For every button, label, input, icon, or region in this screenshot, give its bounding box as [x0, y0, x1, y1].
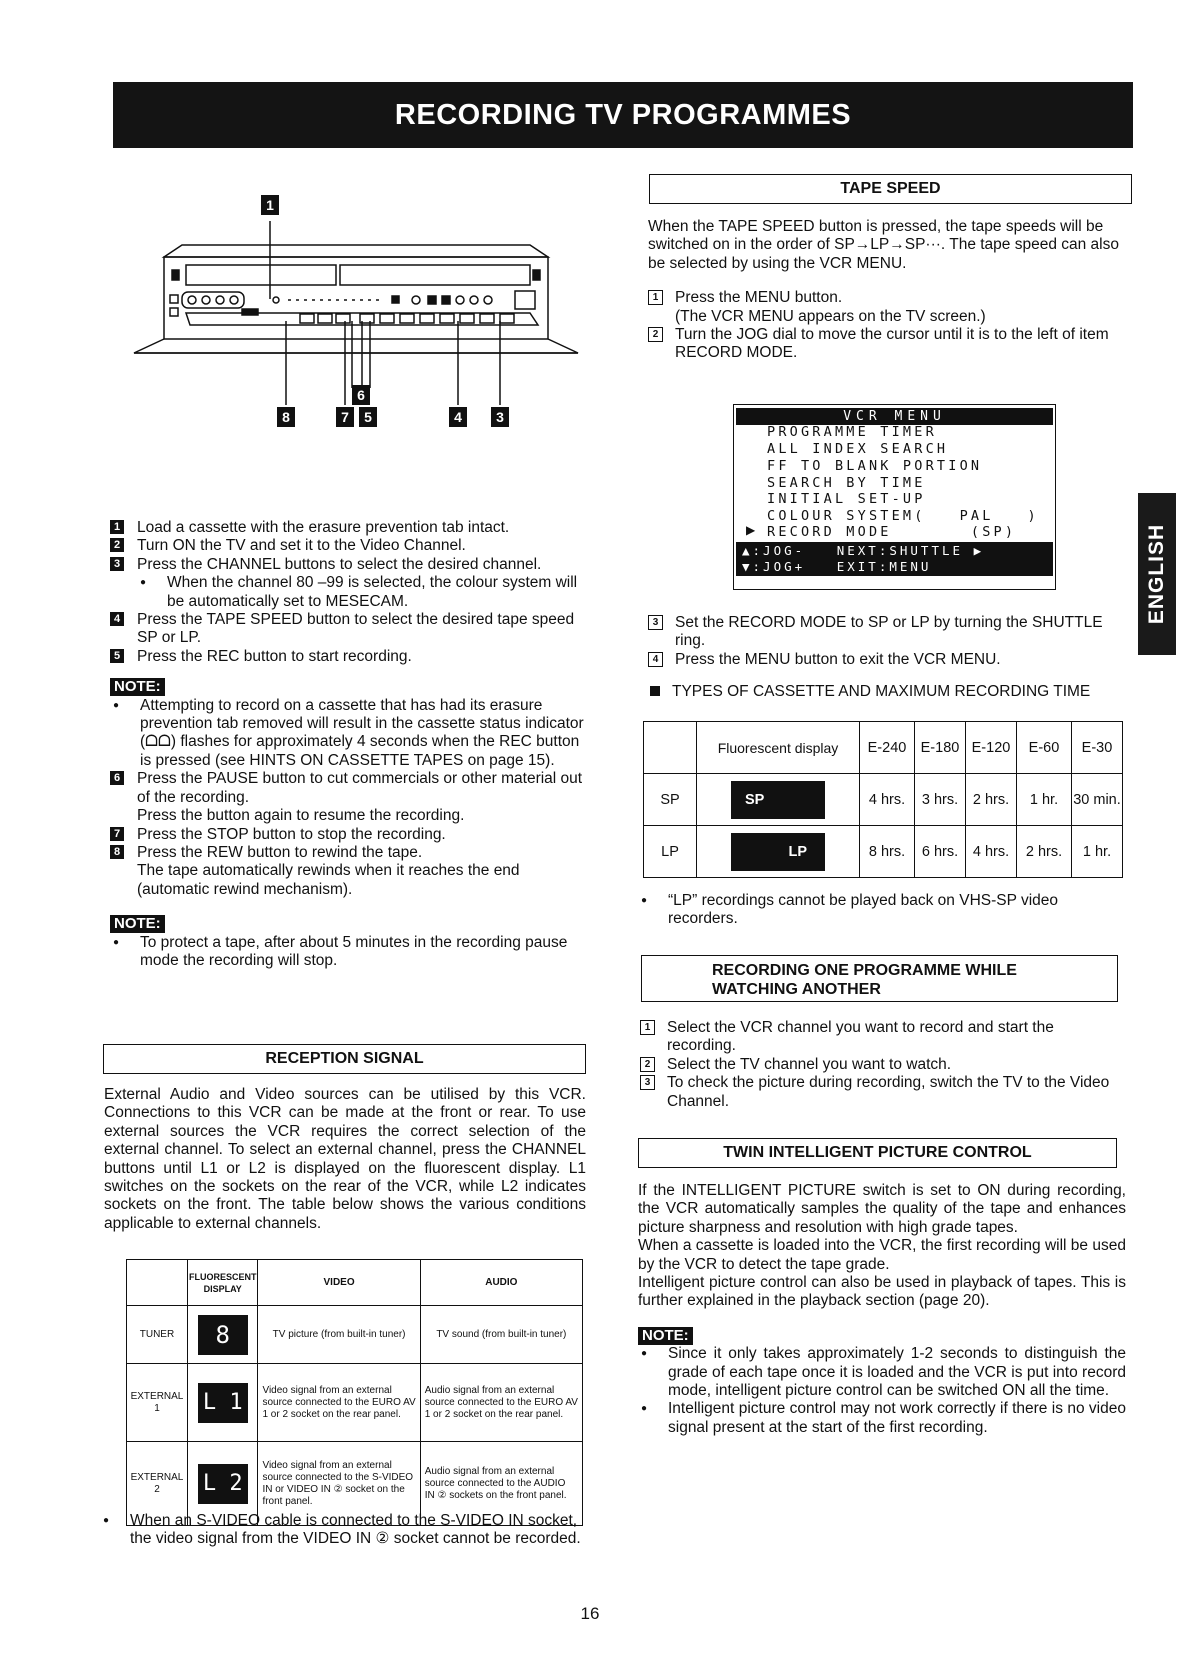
- owa-step-3: 3 To check the picture during recording, switch the TV to the Video Channel.: [640, 1074, 1126, 1111]
- note-label-3: NOTE:: [638, 1327, 693, 1345]
- owa-step-1: 1 Select the VCR channel you want to record and start the recording.: [640, 1019, 1126, 1056]
- header-e240: E-240: [860, 722, 915, 774]
- tape-speed-heading: TAPE SPEED: [649, 174, 1132, 204]
- step-7: 7 Press the STOP button to stop the recording.: [110, 826, 590, 844]
- vcr-menu-footer: ▲:JOG- NEXT:SHUTTLE ▶ ▼:JOG+ EXIT:MENU: [736, 542, 1053, 576]
- page-number: 16: [580, 1604, 600, 1623]
- menu-cursor-icon: ▶: [746, 523, 756, 537]
- callout-1: 1: [266, 197, 274, 213]
- language-tab-label: ENGLISH: [1145, 523, 1168, 625]
- reception-paragraph: External Audio and Video sources can be utilised by this VCR. Connections to this VCR can be made at the front or rear. To use external sources the VCR requires the correct selection of the external channel. To select an external channel, press the CHANNEL buttons until L1 or L2 is displayed on the fluorescent display. L1 switches on the sockets on the rear of the VCR, while L2 indicates sockets on the front. The table below shows the various conditions applicable to external channels.: [104, 1086, 586, 1232]
- header-video: VIDEO: [258, 1260, 420, 1306]
- display-sp: SP: [731, 781, 825, 819]
- note-label-2: NOTE:: [110, 915, 165, 933]
- table-row: LP LP 8 hrs. 6 hrs. 4 hrs. 2 hrs. 1 hr.: [644, 826, 1123, 878]
- row-label-external-1: EXTERNAL 1: [127, 1364, 188, 1442]
- menu-item-colour-system: COLOUR SYSTEM( PAL ): [767, 508, 1039, 524]
- step-6: 6 Press the PAUSE button to cut commercials or other material out of the recording. Press the button again to resume the recording.: [110, 770, 590, 825]
- left-column: [110, 519, 590, 970]
- reception-signal-heading: RECEPTION SIGNAL: [103, 1044, 586, 1074]
- menu-item-record-mode: RECORD MODE (SP): [767, 524, 1017, 540]
- mode-sp: SP: [644, 774, 697, 826]
- video-external-2: Video signal from an external source connected to the S-VIDEO IN or VIDEO IN ② socket on the front panel.: [258, 1442, 420, 1526]
- table-corner-cell: [644, 722, 697, 774]
- page-title: RECORDING TV PROGRAMMES: [394, 98, 852, 131]
- callout-6: 6: [357, 387, 365, 403]
- external-channels-table: [126, 1259, 583, 1526]
- step-1: 1 Load a cassette with the erasure prevention tab intact.: [110, 519, 590, 537]
- vcr-menu-screen: [733, 404, 1056, 590]
- twin-para-3: Intelligent picture control can also be used in playback of tapes. This is further explained in the playback section (page 20).: [638, 1274, 1126, 1310]
- cassette-types-heading: TYPES OF CASSETTE AND MAXIMUM RECORDING TIME: [648, 683, 1134, 701]
- note-1-bullet: ● Attempting to record on a cassette that has had its erasure prevention tab removed will result in the cassette status indicator (ᗝᗝ) flashes for approximately 4 seconds when the REC button is pressed (see HINTS ON CASSETTE TAPES on page 15).: [110, 697, 590, 771]
- video-external-1: Video signal from an external source connected to the EURO AV 1 or 2 socket on the rear panel.: [258, 1364, 420, 1442]
- square-bullet-icon: [650, 686, 660, 696]
- step-4: 4 Press the TAPE SPEED button to select the desired tape speed SP or LP.: [110, 611, 590, 648]
- tape-speed-section: [648, 218, 1134, 363]
- step-3: 3 Press the CHANNEL buttons to select the desired channel.: [110, 556, 590, 574]
- tape-speed-step-1: 1 Press the MENU button. (The VCR MENU appears on the TV screen.): [648, 289, 1134, 326]
- step-2: 2 Turn ON the TV and set it to the Video Channel.: [110, 537, 590, 555]
- twin-bullet-2: ● Intelligent picture control may not work correctly if there is no video signal present at the start of the first recording.: [638, 1400, 1126, 1437]
- header-e60: E-60: [1017, 722, 1072, 774]
- twin-ipc-heading: TWIN INTELLIGENT PICTURE CONTROL: [638, 1138, 1117, 1168]
- header-audio: AUDIO: [420, 1260, 582, 1306]
- callout-3: 3: [496, 409, 504, 425]
- video-tuner: TV picture (from built-in tuner): [258, 1306, 420, 1364]
- menu-item-programme-timer: PROGRAMME TIMER: [767, 424, 937, 440]
- one-while-another-heading: RECORDING ONE PROGRAMME WHILE WATCHING ANOTHER: [641, 955, 1118, 1002]
- callout-7: 7: [341, 409, 349, 425]
- tape-speed-step-3: 3 Set the RECORD MODE to SP or LP by turning the SHUTTLE ring.: [648, 614, 1134, 651]
- owa-step-2: 2 Select the TV channel you want to watch.: [640, 1056, 1126, 1074]
- twin-ipc-section: [638, 1182, 1126, 1437]
- display-l2: L 2: [198, 1464, 248, 1504]
- s-video-bullet: ● When an S-VIDEO cable is connected to the S-VIDEO IN socket, the video signal from the VIDEO IN ② socket cannot be recorded.: [100, 1512, 586, 1549]
- table-row: SP SP 4 hrs. 3 hrs. 2 hrs. 1 hr. 30 min.: [644, 774, 1123, 826]
- note-label: NOTE:: [110, 678, 165, 696]
- display-lp: LP: [731, 833, 825, 871]
- callout-5: 5: [364, 409, 372, 425]
- table-corner-cell: [127, 1260, 188, 1306]
- menu-item-initial-setup: INITIAL SET-UP: [767, 491, 926, 507]
- callout-8: 8: [282, 409, 290, 425]
- tape-speed-step-2: 2 Turn the JOG dial to move the cursor until it is to the left of item RECORD MODE.: [648, 326, 1134, 363]
- tape-speed-steps-b: [648, 614, 1134, 702]
- header-e180: E-180: [915, 722, 966, 774]
- note-2-bullet: ● To protect a tape, after about 5 minutes in the recording pause mode the recording will stop.: [110, 934, 590, 971]
- language-tab: [1138, 493, 1176, 655]
- audio-tuner: TV sound (from built-in tuner): [420, 1306, 582, 1364]
- one-while-another-steps: [640, 1019, 1126, 1111]
- callout-4: 4: [454, 409, 462, 425]
- display-l1: L 1: [198, 1383, 248, 1423]
- tape-speed-paragraph: When the TAPE SPEED button is pressed, the tape speeds will be switched on in the order of SP→LP→SP···. The tape speed can also be selected by using the VCR MENU.: [648, 218, 1119, 272]
- vcr-body: [134, 245, 578, 353]
- step-8: 8 Press the REW button to rewind the tape. The tape automatically rewinds when it reaches the end (automatic rewind mechanism).: [110, 844, 590, 899]
- table-row: [127, 1364, 583, 1442]
- twin-para-1: If the INTELLIGENT PICTURE switch is set to ON during recording, the VCR automatically samples the quality of the tape and enhances picture sharpness and resolution with high grade tapes.: [638, 1182, 1126, 1236]
- row-label-tuner: TUNER: [127, 1306, 188, 1364]
- tape-speed-step-4: 4 Press the MENU button to exit the VCR MENU.: [648, 651, 1134, 669]
- vcr-front-panel-diagram: [130, 195, 580, 450]
- step-5: 5 Press the REC button to start recording.: [110, 648, 590, 666]
- page-title-banner: [113, 82, 1133, 148]
- mode-lp: LP: [644, 826, 697, 878]
- lp-bullet: ● “LP” recordings cannot be played back on VHS-SP video recorders.: [638, 892, 1126, 929]
- menu-item-ff-to-blank: FF TO BLANK PORTION: [767, 458, 983, 474]
- header-fluorescent-display: Fluorescent display: [697, 722, 860, 774]
- menu-item-all-index-search: ALL INDEX SEARCH: [767, 441, 949, 457]
- header-e30: E-30: [1072, 722, 1123, 774]
- twin-bullet-1: ● Since it only takes approximately 1-2 seconds to distinguish the grade of each tape once it is loaded and the VCR is put into record mode, intelligent picture control can be switched ON all the time.: [638, 1345, 1126, 1400]
- vcr-menu-title: VCR MENU: [736, 408, 1053, 425]
- table-row: [127, 1306, 583, 1364]
- display-tuner: 8: [198, 1315, 248, 1355]
- twin-para-2: When a cassette is loaded into the VCR, the first recording will be used by the VCR to detect the tape grade.: [638, 1237, 1126, 1273]
- step-3-bullet: ● When the channel 80 –99 is selected, the colour system will be automatically set to MESECAM.: [110, 574, 590, 611]
- cassette-recording-time-table: [643, 721, 1123, 878]
- menu-item-search-by-time: SEARCH BY TIME: [767, 475, 926, 491]
- row-label-external-2: EXTERNAL 2: [127, 1442, 188, 1526]
- header-e120: E-120: [966, 722, 1017, 774]
- header-display: FLUORESCENT DISPLAY: [187, 1260, 258, 1306]
- audio-external-2: Audio signal from an external source connected to the AUDIO IN ② sockets on the front panel.: [420, 1442, 582, 1526]
- audio-external-1: Audio signal from an external source connected to the EURO AV 1 or 2 socket on the rear panel.: [420, 1364, 582, 1442]
